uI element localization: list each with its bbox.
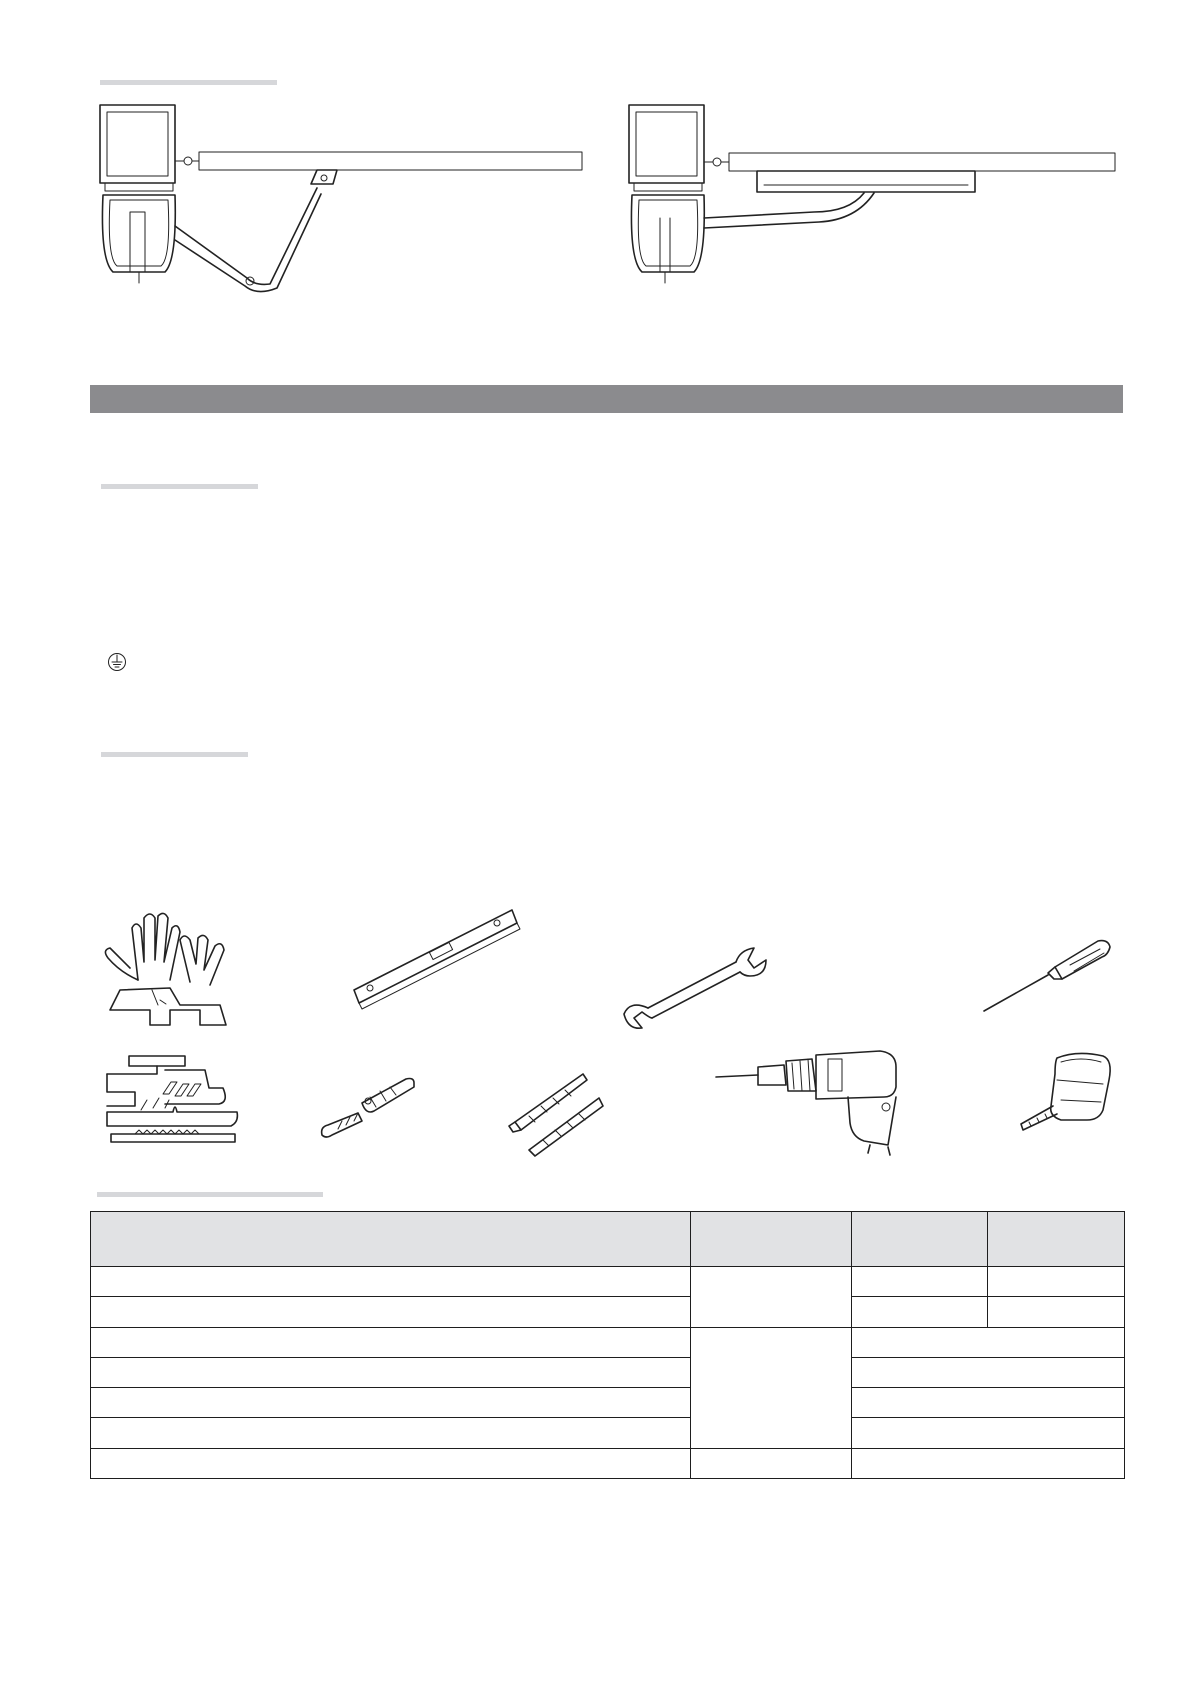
sliding-arm-diagram [624,100,1144,300]
table-cell [691,1448,852,1478]
section-rule-tools [101,752,248,757]
table-cell [852,1357,1125,1387]
safety-boots-icon [105,1052,245,1152]
table-row [91,1418,1125,1448]
earth-ground-icon [107,652,127,672]
table-header-cell [691,1212,852,1267]
table-cell [91,1448,691,1478]
table-cell [91,1297,691,1327]
table-cell [852,1448,1125,1478]
table-cell [852,1327,1125,1357]
section-rule-specs [97,1192,323,1197]
table-header-row [91,1212,1125,1267]
table-cell [852,1297,988,1327]
table-row [91,1357,1125,1387]
table-row [91,1448,1125,1478]
table-cell [91,1327,691,1357]
table-cell [691,1327,852,1448]
table-cell [852,1418,1125,1448]
safety-gloves-icon [100,910,230,1035]
table-cell [691,1267,852,1328]
table-row [91,1327,1125,1357]
wall-plug-screw-icon [318,1073,438,1148]
table-cell [91,1418,691,1448]
table-header-cell [852,1212,988,1267]
table-cell [988,1297,1125,1327]
table-cell [988,1267,1125,1297]
table-cell [852,1267,988,1297]
drill-bits-icon [505,1070,615,1160]
table-header-cell [988,1212,1125,1267]
specifications-table [90,1211,1125,1479]
table-row [91,1388,1125,1418]
articulated-arm-diagram [95,100,695,300]
section-band [90,385,1123,413]
table-cell [91,1388,691,1418]
tape-measure-icon [1017,1050,1127,1150]
table-row [91,1297,1125,1327]
screwdriver-icon [980,935,1115,1020]
table-cell [91,1267,691,1297]
electric-drill-icon [712,1045,932,1155]
spirit-level-icon [352,905,522,1015]
table-row [91,1267,1125,1297]
section-rule-installation [100,80,277,85]
open-end-wrench-icon [620,940,770,1030]
table-cell [852,1388,1125,1418]
table-cell [91,1357,691,1387]
table-header-cell [91,1212,691,1267]
section-rule-electrical [101,484,258,489]
